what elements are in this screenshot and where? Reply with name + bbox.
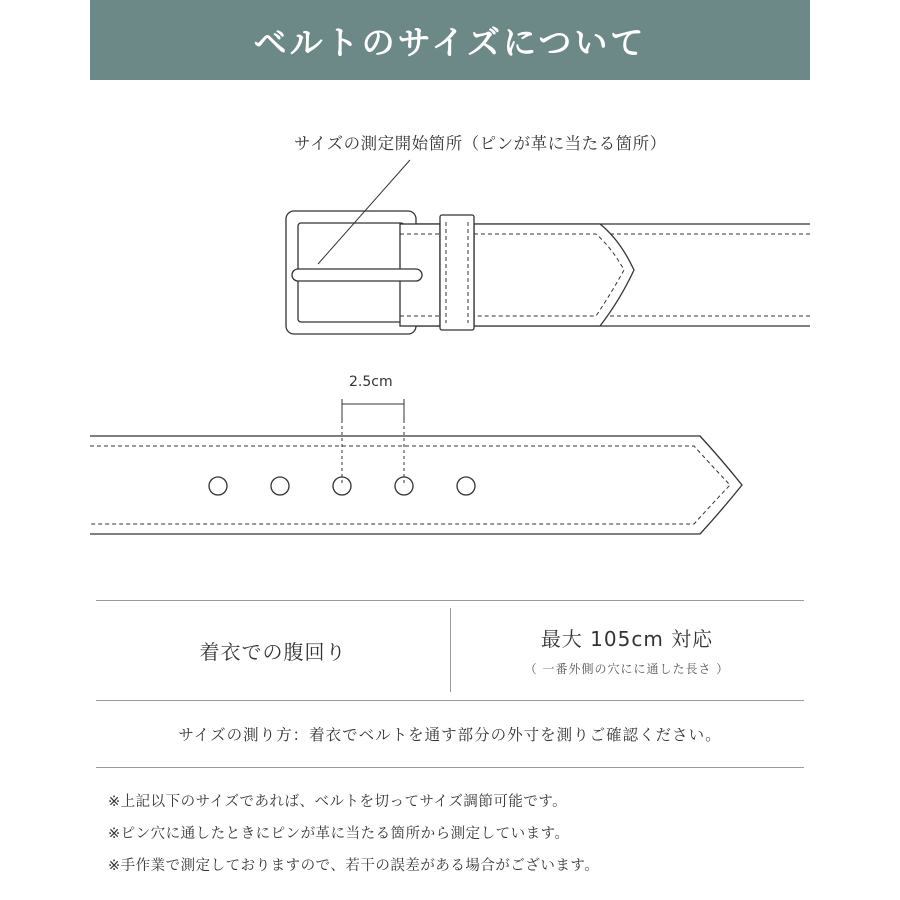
note-item: ※ピン穴に通したときにピンが革に当たる箇所から測定しています。	[108, 826, 570, 842]
header-banner	[90, 0, 810, 80]
belt-hole	[271, 477, 289, 495]
how-to-measure-text: サイズの測り方：着衣でベルトを通す部分の外寸を測りご確認ください。	[178, 725, 722, 744]
note-item: ※上記以下のサイズであれば、ベルトを切ってサイズ調節可能です。	[108, 794, 568, 810]
hole-end-strap	[90, 436, 742, 534]
strap-tip	[474, 224, 634, 326]
max-size-cell	[450, 600, 804, 700]
max-size-label: 最大 105cm 対応	[540, 627, 714, 651]
belt-hole	[333, 477, 351, 495]
measurement-start-label: サイズの測定開始箇所（ピンが革に当たる箇所）	[294, 134, 667, 153]
waist-cell	[96, 600, 450, 700]
hole-spacing-label: 2.5cm	[349, 374, 393, 390]
belt-hole	[395, 477, 413, 495]
max-size-note: （ 一番外側の穴にに通した長さ ）	[524, 662, 730, 676]
belt-hole	[457, 477, 475, 495]
note-item: ※手作業で測定しておりますので、若干の誤差がある場合がございます。	[108, 858, 600, 874]
table-bottom-divider	[96, 767, 804, 768]
waist-label: 着衣での腹回り	[199, 639, 347, 664]
belt-holes	[209, 477, 475, 495]
page-title: ベルトのサイズについて	[253, 22, 647, 62]
how-to-measure-cell	[96, 700, 804, 767]
hole-spacing-dimension	[342, 399, 404, 486]
buckle-pin	[292, 269, 422, 281]
belt-keeper-loop	[440, 215, 474, 330]
belt-hole	[209, 477, 227, 495]
